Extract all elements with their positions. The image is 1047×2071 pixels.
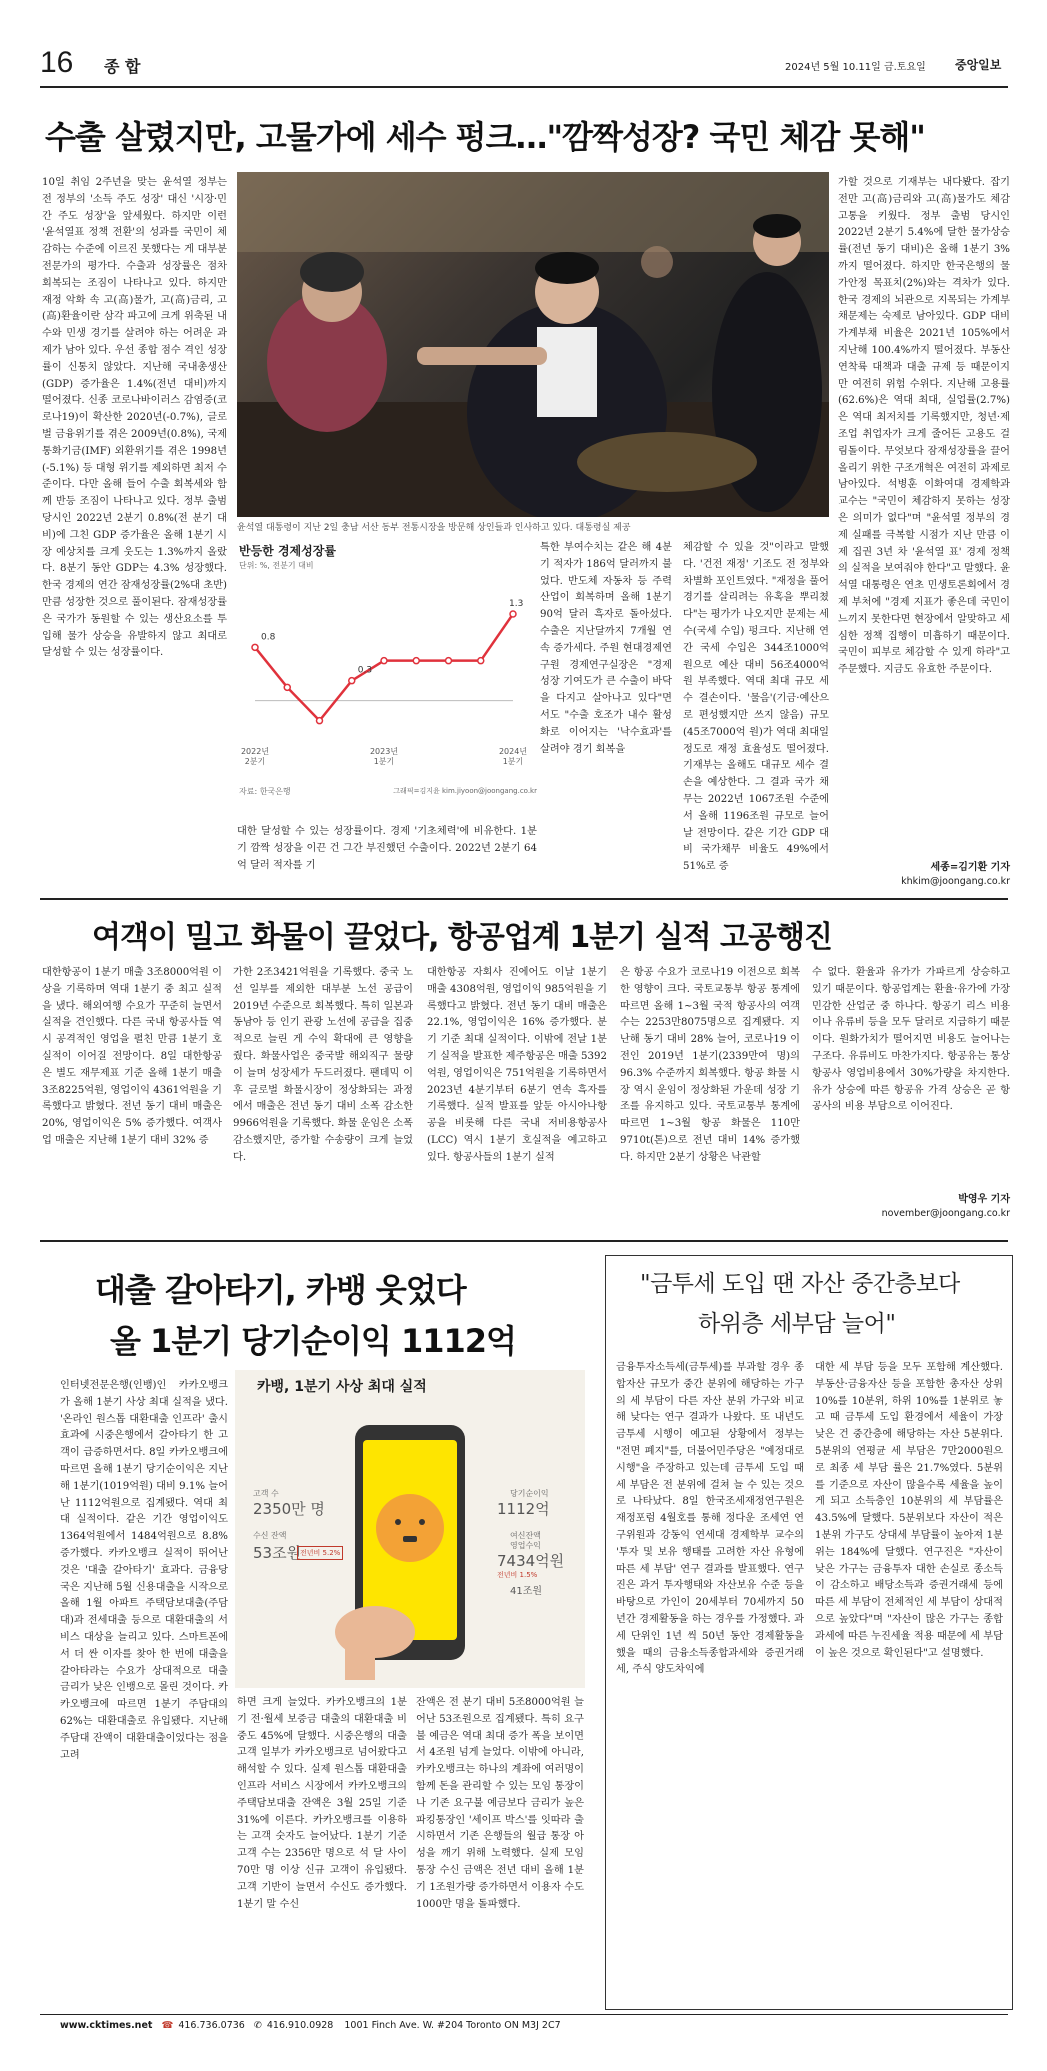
stat-customers-value: 2350만 명 [253,1500,325,1518]
article1-col2a: 특한 부여수치는 같은 해 4분기 적자가 186억 달러까지 불었다. 반도체 자동차 등 주력 산업이 회복하며 올해 1분기 90억 달러 흑자로 돌아섰다. 수출은 지난달까지 7개월 연속 증가세다. 주원 현대경제연구원 경제연구실장은 "경제 성장 기여도가 큰 수출이 바닥을 다지고 살아나고 있다"면서도 "수출 호조가 내수 활성화로 이어지는 '낙수효과'를 살려야 경기 회복을 [540,542,672,755]
article1-photo-caption: 윤석열 대통령이 지난 2일 충남 서산 동부 전통시장을 방문해 상인들과 인사하고 있다. 대통령실 제공 [237,523,631,533]
stat-revenue-label: 영업수익 [510,1541,541,1550]
chart-point [381,658,387,664]
article2-col3: 대한항공 자회사 진에어도 이날 1분기 매출 4308억원, 영업이익 985억원을 기록했다고 밝혔다. 전년 동기 대비 매출은 22.1%, 영업이익은 16% 증가했다. 분기 기준 최대 실적이다. 이밖에 전날 1분기 실적을 발표한 제주항공은 매출 5392억원, 영업이익은 751억원을 기록하면서 2023년 4분기부터 6분기 연속 흑자를 기록했다. 실적 발표를 앞둔 아시아나항공을 비롯해 다른 국내 저비용항공사(LCC) 역시 1분기 호실적을 예고하고 있다. 항공사들의 1분기 실적 [427,967,607,1163]
growth-chart-plot [237,574,537,774]
article2-email: november@joongang.co.kr [881,1208,1010,1219]
article1-photo [237,172,829,517]
chart-title: 반등한 경제성장률 [239,544,336,558]
chart-data-label: 0.3 [357,665,373,676]
market-scene-illustration [237,172,829,517]
chart-data-label: 0.8 [261,632,276,643]
chart-point [478,658,484,664]
phone-icon: ☎ [161,2020,174,2031]
chart-x-tick-label: 2023년 1분기 [369,747,399,766]
article4-headline-line2: 하위층 세부담 늘어" [698,1311,896,1337]
section-label: 종 합 [104,57,141,76]
chart-series-line [255,614,513,721]
chart-point [349,678,355,684]
stat-income-label: 당기순이익 [510,1489,549,1498]
stat-loans-label: 여신잔액 [510,1531,541,1540]
fax-icon: ✆ [253,2020,262,2031]
header-rule [40,86,1008,88]
page-header [40,46,1015,86]
chart-x-tick-label: 2024년 1분기 [498,747,528,766]
article2-col5: 수 없다. 환율과 유가가 가파르게 상승하고 있기 때문이다. 항공업계는 환율·유가에 가장 민감한 산업군 중 하나다. 항공기 리스 비용이나 유류비 등을 모두 달러로 지급하기 때문이다. 원화가치가 떨어지면 비용도 늘어나는 구조다. 유류비도 마찬가지다. 항공유는 통상 항공사 영업비용에서 30%가량을 차지한다. 유가 상승에 따른 항공유 가격 상승은 곧 항공사의 비용 부담으로 이어진다. [812,967,1010,1113]
chart-point [413,658,419,664]
issue-date: 2024년 5월 10.11일 금.토요일 [785,62,926,73]
footer-phone2: 416.910.0928 [266,2020,334,2031]
article1-col2b: 대한 달성할 수 있는 성장률이다. 경제 '기초체력'에 비유한다. 1분기 깜짝 성장을 이끈 건 그간 부진했던 수출이다. 2022년 2분기 64억 달러 적자를 기 [237,826,537,871]
chart-point [317,718,323,724]
stat-revenue-value: 7434억원 [497,1552,565,1570]
article4-col2: 대한 세 부담 등을 모두 포함해 계산했다. 부동산·금융자산 등을 포함한 총자산 상위 10%를 10분위, 하위 10%를 1분위로 놓고 때 금투세 도입 환경에서 세율이 가장 낮은 건 중간층에 해당하는 자산 5분위다. 5분위의 연평균 세 부담은 7만2000원으로 최종 세 부담 률은 21.7%였다. 5분위를 기준으로 자산이 많을수록 세율을 높이게 되고 소득층인 10분위의 세 부담률은 43.5%에 달했다. 5분위보다 자산이 적은 1분위 가구도 상대세 부담률이 높아져 1분위는 184%에 달했다. 연구진은 "자산이 낮은 가구는 금융투자 대한 손실로 종소득이 감소하고 배당소득과 증권거래세 등에 따른 세 부담이 전체적인 세 부담이 상대적으로 높았다"며 "자산이 많은 가구는 종합 과세에 따른 누진세율 적용 때문에 세 부담이 높은 것으로 확인된다"고 설명했다. [815,1362,1003,1659]
article3-col1: 인터넷전문은행(인뱅)인 카카오뱅크가 올해 1분기 사상 최대 실적을 냈다. '온라인 원스톱 대환대출 인프라' 출시 효과에 시중은행에서 갈아타기 한 고객이 급증하면서다. 8일 카카오뱅크에 따르면 올해 1분기 당기순이익은 지난해 1분기(1019억원) 대비 9.1% 늘어난 1112억원으로 집계됐다. 역대 최대 실적이다. 같은 기간 영업이익도 1364억원에서 1484억원으로 8.8% 증가했다. 카카오뱅크 실적이 뛰어난 것은 '대출 갈아타기' 효과다. 금융당국은 지난해 5월 신용대출을 시작으로 올해 1월 아파트 주택담보대출(주담대)과 전세대출 등으로 대환대출의 서비스 대상을 늘리고 있다. 스마트폰에서 더 싼 이자를 찾아 한 번에 대출을 갈아타라는 수요가 상대적으로 대출 금리가 낮은 인뱅으로 몰린 것이다. 카카오뱅크에 따르면 1분기 주담대의 62%는 대환대출로 유입됐다. 지난해 주담대 잔액이 대환대출이었다는 점을 고려 [60,1380,228,1761]
article4-headline-line1: "금투세 도입 땐 자산 중간층보다 [640,1271,960,1297]
article2-col2: 가한 2조3421억원을 기록했다. 중국 노선 일부를 제외한 대부분 노선 공급이 2019년 수준으로 회복했다. 특히 일본과 동남아 등 인기 관광 노선에 공급을 집중적으로 늘린 게 수익 확대에 큰 영향을 줬다. 화물사업은 중국발 해외직구 물량이 늘며 성장세가 두드러졌다. 팬데믹 이후 글로벌 화물시장이 정상화되는 과정에서 매출은 전년 동기 대비 소폭 감소한 9966억원을 기록했다. 화물 운임은 소폭 감소했지만, 증가할 수송량이 크게 늘었다. [233,967,413,1163]
stat-assets-label: 수신 잔액 [253,1531,287,1540]
article3-headline-line1: 대출 갈아타기, 카뱅 웃었다 [95,1271,466,1309]
chart-point [252,644,258,650]
chart-x-tick-label: 2022년 2분기 [240,747,270,766]
footer-address: 1001 Finch Ave. W. #204 Toronto ON M3J 2C7 [344,2020,561,2031]
chart-point [510,611,516,617]
article1-col4: 가할 것으로 기재부는 내다봤다. 잡기 전만 고(高)금리와 고(高)물가도 체감 고통을 키웠다. 정부 출범 당시인 2022년 2분기 5.4%에 달한 물가상승률(전년 동기 대비)은 올해 1분기 3%까지 떨어졌다. 하지만 한국은행의 물가안정 목표치(2%)와는 격차가 있다. 한국 경제의 뇌관으로 지목되는 가계부채문제는 숙제로 남아있다. GDP 대비 가계부채 비율은 2021년 105%에서 지난해 100.4%까지 떨어졌다. 부동산 연착륙 대책과 대출 규제 등 때문이지만 여전히 위험 수위다. 지난해 고용률(62.6%)은 역대 최대, 실업률(2.7%)은 역대 최저치를 기록했지만, 청년·제조업 취업자가 크게 줄어든 고용도 걸림돌이다. 무엇보다 잠재성장률을 끌어올리기 위한 구조개혁은 여전히 과제로 남아있다. 석병훈 이화여대 경제학과 교수는 "국민이 체감하지 못하는 성장은 의미가 없다"며 "윤석열 정부의 경제 실패를 극복할 시점가 지난 만큼 이제 집권 3년 차 '윤석열 표' 경제 정책의 실적을 보여줘야 한다"고 말했다. 윤석열 대통령은 연초 민생토론회에서 경제 부처에 "경제 지표가 좋은데 국민이 느끼지 못한다면 현장에서 알맞하고 세심한 정책 집행이 미흡하기 때문이다. 국민이 피부로 체감할 수 있게 하라"고 주문했다. 지금도 유효한 주문이다. [838,177,1010,676]
article2-col1: 대한항공이 1분기 매출 3조8000억원 이상을 기록하며 역대 1분기 중 최고 실적을 냈다. 해외여행 수요가 꾸준히 늘면서 실적을 견인했다. 다른 국내 항공사들 역시 공격적인 영업을 펼친 만큼 1분기 호실적이 이어질 전망이다. 8일 대한항공은 별도 재무제표 기준 올해 1분기 매출 3조8225억원, 영업이익 4361억원을 기록했다고 밝혔다. 전년 동기 대비 매출은 20%, 영업이익은 5% 증가했다. 여객사업 매출은 지난해 1분기 대비 32% 증 [42,967,222,1146]
phone-illustration [325,1410,495,1680]
footer-rule [40,2014,1008,2015]
graphic-title: 카뱅, 1분기 사상 최대 실적 [257,1379,427,1395]
article2-bottom-rule [40,1240,1008,1242]
growth-chart [237,538,537,818]
article1-headline: 수출 살렸지만, 고물가에 세수 펑크…"깜짝성장? 국민 체감 못해" [45,118,925,156]
stat-revenue-growth: 전년비 1.5% [497,1571,538,1579]
kakaobank-graphic [235,1370,585,1688]
article1-byline: 세종=김기환 기자 [930,862,1010,873]
paper-logo: 중앙일보 [955,58,1002,72]
page-number: 16 [40,46,74,79]
article1-email: khkim@joongang.co.kr [901,876,1010,887]
article2-col4: 은 항공 수요가 코로나19 이전으로 회복한 영향이 크다. 국토교통부 항공 통계에 따르면 올해 1~3월 국적 항공사의 여객 수는 2253만8075명으로 집계됐다. 지난해 동기 대비 28% 늘어, 코로나19 이전인 2019년 1분기(2339만여 명)의 96.3% 수준까지 회복했다. 항공 화물 시장 역시 운임이 정상화된 가운데 성장 기조를 유지하고 있다. 국토교통부 통계에 따르면 1~3월 항공 화물은 110만9710t(톤)으로 전년 대비 14% 증가했다. 하지만 2분기 상황은 낙관할 [620,967,800,1163]
footer-website[interactable]: www.cktimes.net [60,2020,153,2031]
chart-data-label: 1.3 [509,599,524,609]
chart-credit: 그래픽=김지윤 kim.jiyoon@joongang.co.kr [393,787,537,795]
article4-col1: 금융투자소득세(금투세)를 부과할 경우 종합자산 규모가 중간 분위에 해당하는 가구의 세 부담이 다른 자산 분위 가구와 비교해 낮다는 연구 결과가 나왔다. 또 내년도 금투세 시행이 예고된 상황에서 정부는 "전면 폐지"를, 더불어민주당은 "예정대로 시행"을 주장하고 있는데 금투세 도입 때 세 부담은 전 분위에 걸쳐 늘 수 있는 것으로 나타났다. 8일 한국조세재정연구원은 재정포럼 4월호를 통해 정다운 조세연 연구위원과 강동익 연세대 경제학부 교수의 '투자 및 보유 행태를 고려한 자산 유형에 따른 세 부담' 연구 결과를 발표했다. 연구진은 과거 투자행태와 자산보유 수준 등을 바탕으로 가인이 20세부터 70세까지 50년간 경제활동을 하는 경우를 가정했다. 과세 단위인 1년 씩 50년 동안 경제활동을 했을 때의 금융소득종합과세와 증권거래세, 주식 양도차익에 [616,1362,804,1676]
stat-assets-value: 53조원 [253,1544,302,1562]
article1-col3: 체감할 수 있을 것"이라고 말했다. '건전 재정' 기조도 전 정부와 차별화 포인트였다. "재정을 풀어 경기를 살리려는 유혹을 뿌리쳤다"는 평가가 나오지만 문제는 세수(국세 수입) 펑크다. 지난해 연간 국세 수입은 344조1000억 원으로 예산 대비 56조4000억 원 부족했다. 역대 최대 규모 세수 결손이다. '물음'(기금·예산으로 편성했지만 쓰지 않음) 규모(45조7000억 원)가 역대 최대일 정도로 재정 효율성도 떨어졌다. 기재부는 올해도 대규모 세수 결손을 예상한다. 그 결과 국가 채무는 2022년 1067조원 수준에서 올해 1196조원 규모로 늘어날 전망이다. 같은 기간 GDP 대비 국가채무 비율도 49%에서 51%로 증 [683,542,829,873]
chart-point [284,684,290,690]
article1-bottom-rule [40,898,1008,900]
article3-headline-line2: 올 1분기 당기순이익 1112억 [110,1322,516,1360]
article2-byline: 박영우 기자 [958,1194,1010,1205]
article3-col3: 잔액은 전 분기 대비 5조8000억원 늘어난 53조원으로 집계됐다. 특히 요구불 예금은 역대 최대 증가 폭을 보이면서 4조원 넘게 늘었다. 이밖에 아니라, 카카오뱅크는 하나의 계좌에 여러명이 함께 돈을 관리할 수 있는 모임 통장이나 기존 요구불 예금보다 금리가 높은 파킹통장인 '세이프 박스'를 잇따라 출시하면서 기존 은행들의 월급 통장 아성을 깨기 위해 노력했다. 실제 모임 통장 수신 금액은 전년 대비 올해 1분기 1조원가량 증가하면서 이용자 수도 1000만 명을 돌파했다. [416,1697,584,1910]
article2-headline: 여객이 밀고 화물이 끌었다, 항공업계 1분기 실적 고공행진 [92,920,832,955]
stat-loans-value: 41조원 [510,1586,543,1597]
stat-growth-badge: 전년비 5.2% [297,1546,343,1560]
article3-col2: 하면 크게 늘었다. 카카오뱅크의 1분기 전·월세 보증금 대출의 대환대출 비중도 45%에 달했다. 시중은행의 대출 고객 일부가 카카오뱅크로 넘어왔다고 해석할 수 있다. 실제 원스톱 대환대출 인프라 서비스 시장에서 카카오뱅크의 주택담보대출 잔액은 3월 25일 기준 31%에 이른다. 카카오뱅크를 이용하는 고객 숫자도 늘어났다. 1분기 기준 고객 수는 2356만 명으로 석 달 사이 70만 명 이상 신규 고객이 유입됐다. 고객 기반이 늘면서 수신도 증가했다. 1분기 말 수신 [237,1697,407,1910]
article1-col1: 10일 취임 2주년을 맞는 윤석열 정부는 전 정부의 '소득 주도 성장' 대신 '시장·민간 주도 성장'을 앞세웠다. 하지만 이런 '윤석열표 정책 전환'의 성과를 국민이 체감하는 수준에 이르진 못했다는 게 대부분 전문가의 평가다. 수출과 성장률은 점차 회복되는 조짐이 나타나고 있다. 하지만 재정 악화 속 고(高)물가, 고(高)금리, 고(高)환율이란 삼각 파고에 크게 위축된 내수와 민생 경기를 살려야 하는 어려운 과제가 남아 있다. 우선 종합 점수 격인 성장률이 신통치 않았다. 지난해 국내총생산(GDP) 증가율은 1.4%(전년 대비)까지 떨어졌다. 신종 코로나바이러스 감염증(코로나19)이 확산한 2020년(-0.7%), 글로벌 금융위기를 겪은 2009년(0.8%), 국제통화기금(IMF) 외환위기를 겪은 1998년(-5.1%) 등 대형 위기를 제외하면 최저 수준이다. 다만 올해 들어 수출 회복세와 함께 반등 조짐이 나타나고 있다. 정부 출범 당시인 2022년 2분기 0.8%(전 분기 대비)에 그친 GDP 증가율은 올해 1분기 시장 예상치를 크게 웃도는 1.3%까지 올랐다. 8분기 동안 GDP는 4.3% 성장했다. 한국 경제의 연간 잠재성장률(2%대 초반)만큼 성장한 것으로 풀이된다. 잠재성장률은 국가가 동원할 수 있는 생산요소를 투입해 물가 상승을 유발하지 않고 최대로 달성할 수 있는 성장률이다. [42,177,227,659]
chart-source: 자료: 한국은행 [239,787,291,796]
footer [60,2020,960,2031]
stat-customers-label: 고객 수 [253,1489,279,1498]
chart-point [446,658,452,664]
stat-income-value: 1112억 [497,1500,550,1518]
chart-unit: 단위: %, 전분기 대비 [239,561,314,570]
footer-phone1: 416.736.0736 [178,2020,245,2031]
